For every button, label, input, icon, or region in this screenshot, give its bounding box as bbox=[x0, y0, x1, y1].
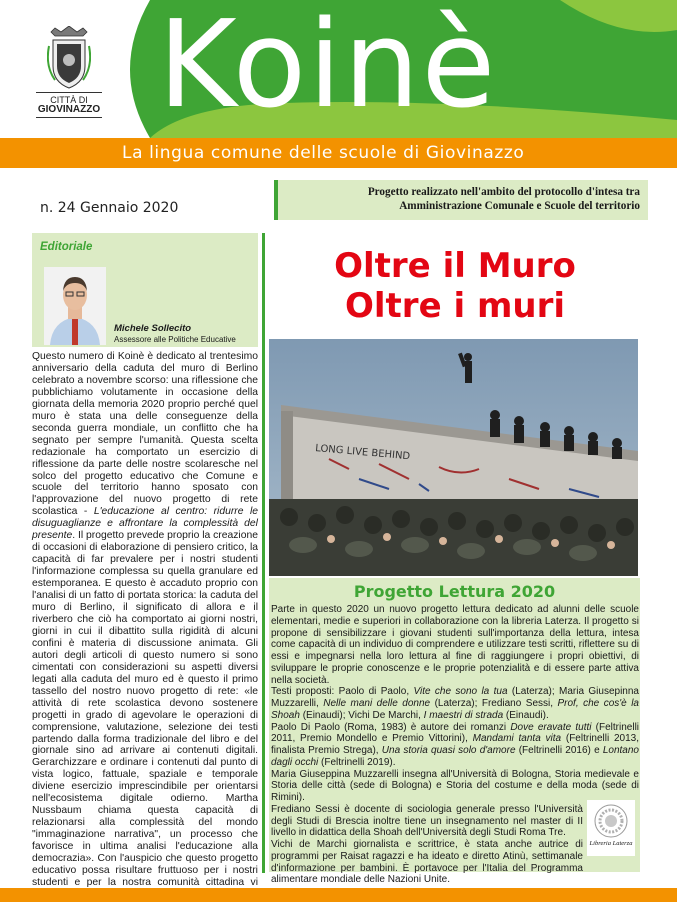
texts-part: (Laterza); Maria Giusepinna Muzzarelli, bbox=[271, 686, 639, 709]
reading-paragraph-dipaolo bbox=[271, 722, 639, 769]
book-title: Mandami tanta vita bbox=[472, 733, 562, 745]
bio-part: (Feltrinelli 2016) e bbox=[515, 745, 603, 756]
author-name: Michele Sollecito bbox=[114, 323, 192, 334]
graffiti-text: LONG LIVE BEHIND bbox=[314, 443, 411, 463]
headline-line-1: Oltre il Muro bbox=[334, 246, 576, 286]
tagline-bar bbox=[0, 138, 677, 168]
book-title: I maestri di strada bbox=[423, 709, 504, 721]
reading-paragraph-sessi: Frediano Sessi è docente di sociologia generale presso l'Università degli Studi di Brescia inoltre tiene un insegnamento nel master di II livello in didattica della Shoah dell'Università degli Studi Roma Tre. bbox=[271, 803, 583, 839]
texts-lead: Testi proposti: Paolo di Paolo, bbox=[271, 686, 414, 698]
reading-project-title: Progetto Lettura 2020 bbox=[353, 582, 556, 601]
book-title: Vite che sono la tua bbox=[413, 686, 508, 698]
crest-icon bbox=[47, 26, 91, 90]
editorial-title: Editoriale bbox=[40, 241, 93, 253]
editorial-body bbox=[32, 351, 258, 901]
headline-line-2: Oltre i muri bbox=[344, 286, 566, 326]
bio-part: Paolo Di Paolo (Roma, 1983) è autore dei romanzi bbox=[271, 721, 511, 733]
masthead bbox=[0, 0, 677, 170]
reading-paragraph-demarchi: Vichi de Marchi giornalista e scrittrice, è stata anche autrice di programmi per Raisat ragazzi e ha ideato e diretto Atinù, settimanale d'informazione per bambini. È portavoce per l'Italia del Programma alimentare mondiale delle Nazioni Unite. bbox=[271, 839, 583, 886]
main-headline bbox=[270, 246, 640, 326]
author-role: Assessore alle Politiche Educative bbox=[114, 335, 236, 344]
editorial-project-title: L'educazione al centro: ridurre le disuguaglianze e affrontare la complessità del presente bbox=[32, 506, 259, 542]
bio-part: (Feltrinelli 2011, Premio Mondello e Premio Vittorini), bbox=[271, 721, 640, 745]
protocol-box bbox=[274, 180, 648, 220]
reading-paragraph-intro: Parte in questo 2020 un nuovo progetto lettura dedicato ad alunni delle scuole elementari, medie e superiori in collaborazione con la libreria Laterza. Il progetto si propone di sensibilizzare i giovani studenti sull'importanza della lettura, intesa come capacità di un individuo di comprendere e utilizzare testi scritti, riflettere su di essi e impegnarsi nella loro lettura al fine di raggiungere i propri obiettivi, di sviluppare le proprie conoscenze e le proprie potenzialità e di essere parte attiva nella società. bbox=[271, 604, 639, 686]
column-divider bbox=[262, 233, 265, 873]
book-title: Nelle mani delle donne bbox=[323, 698, 431, 709]
protocol-line-2: Amministrazione Comunale e Scuole del territorio bbox=[399, 200, 640, 212]
reading-paragraph-muzzarelli: Maria Giuseppina Muzzarelli insegna all'Università di Bologna, Storia medievale e Storia delle città (sede di Bologna) e Storia del costume e della moda (sede di Rimini). bbox=[271, 768, 639, 803]
town-label: GIOVINAZZO bbox=[36, 105, 102, 118]
editorial-header bbox=[32, 233, 258, 347]
protocol-line-1: Progetto realizzato nell'ambito del protocollo d'intesa tra bbox=[367, 186, 640, 198]
texts-part: (Einaudi). bbox=[503, 709, 549, 721]
reading-project-box bbox=[269, 578, 640, 886]
laterza-label: Libreria Laterza bbox=[589, 840, 633, 847]
book-title: Lontano dagli occhi bbox=[271, 745, 639, 768]
bio-part: (Feltrinelli 2019). bbox=[318, 756, 396, 768]
tagline: La lingua comune delle scuole di Giovinazzo bbox=[122, 143, 525, 163]
book-title: Prof, che cos'è la Shoah bbox=[271, 698, 639, 721]
texts-part: (Einaudi); Vichi De Marchi, bbox=[299, 709, 424, 721]
author-portrait bbox=[44, 267, 106, 345]
issue-number-date: n. 24 Gennaio 2020 bbox=[40, 200, 179, 216]
laterza-logo bbox=[587, 800, 635, 856]
bottom-bar bbox=[0, 888, 677, 902]
texts-part: (Laterza); Frediano Sessi, bbox=[430, 698, 558, 709]
koine-logo: Koinè bbox=[158, 0, 498, 135]
bio-part: (Feltrinelli 2013, finalista Premio Strega), bbox=[271, 733, 640, 756]
reading-paragraph-texts bbox=[271, 686, 639, 721]
city-crest bbox=[36, 26, 102, 130]
editorial-text-start: Questo numero di Koinè è dedicato al trentesimo anniversario della caduta del muro di Berlino celebrato a novembre scorso: una riflessione che pubblichiamo volutamente in occasione della giornata della memoria 2020 proprio perché quel muro è stata una delle conseguenze della seconda guerra mondiale, un conflitto che ha segnato per sempre l'umanità. Questa scelta redazionale ha comportato un esercizio di riflessione da parte delle nostre scolaresche nel solco del progetto educativo che Comune e scuole del territorio hanno sposato con l'approvazione del nuovo progetto di rete scolastica - bbox=[32, 351, 258, 518]
portrait-icon bbox=[44, 267, 106, 345]
reading-project-body bbox=[271, 604, 639, 886]
city-label: CITTÀ DI bbox=[36, 92, 102, 105]
laterza-seal-icon bbox=[594, 804, 628, 838]
berlin-wall-photo bbox=[269, 339, 638, 576]
book-title: Una storia quasi solo d'amore bbox=[381, 745, 516, 756]
editorial-column bbox=[32, 233, 259, 888]
book-title: Dove eravate tutti bbox=[510, 721, 592, 733]
editorial-text-end: . Il progetto prevede proprio la creazione di occasioni di elaborazione di pensiero critico, la capacità di far prevalere per i nostri studenti l'informazione complessa su quella granulare ed estemporanea. E questo è accaduto proprio con l'analisi di un fatto di portata storica: la caduta del muro di Berlino, il significato di allora e il riverbero che ciò ha comportato ai giorni nostri, giorni in cui il dibattito sulla rigidità di alcuni confini è materia di discussione animata. Gli autori degli articoli di questo numero si sono cimentati con considerazioni su aspetti diversi legati alla caduta del muro ed è questo il primo tassello del nostro nuovo progetto di rete: «le attività di rete scolastica devono sostenere progetti in grado di agevolare le operazioni di comprensione, valutazione, selezione dei testi partendo dalla forma tradizionale del libro e del giornale sino ad arrivare ai contenuti digitali. Gerarchizzare e ordinare i contenuti dal punto di vista logico, fattuale, spaziale e temporale diviene esercizio imprescindibile per orientarsi nell'ecosistema digitale odierno. Martha Nussbaum chiama questa capacità di relazionarsi alla complessità del mondo "immaginazione narrativa", un processo che favorisce in ultima analisi l'educazione alla democrazia». Con l'auspicio che questo progetto educativo possa risultare fruttuoso per i nostri studenti e per la nostra comunità cittadina vi bbox=[32, 530, 258, 888]
